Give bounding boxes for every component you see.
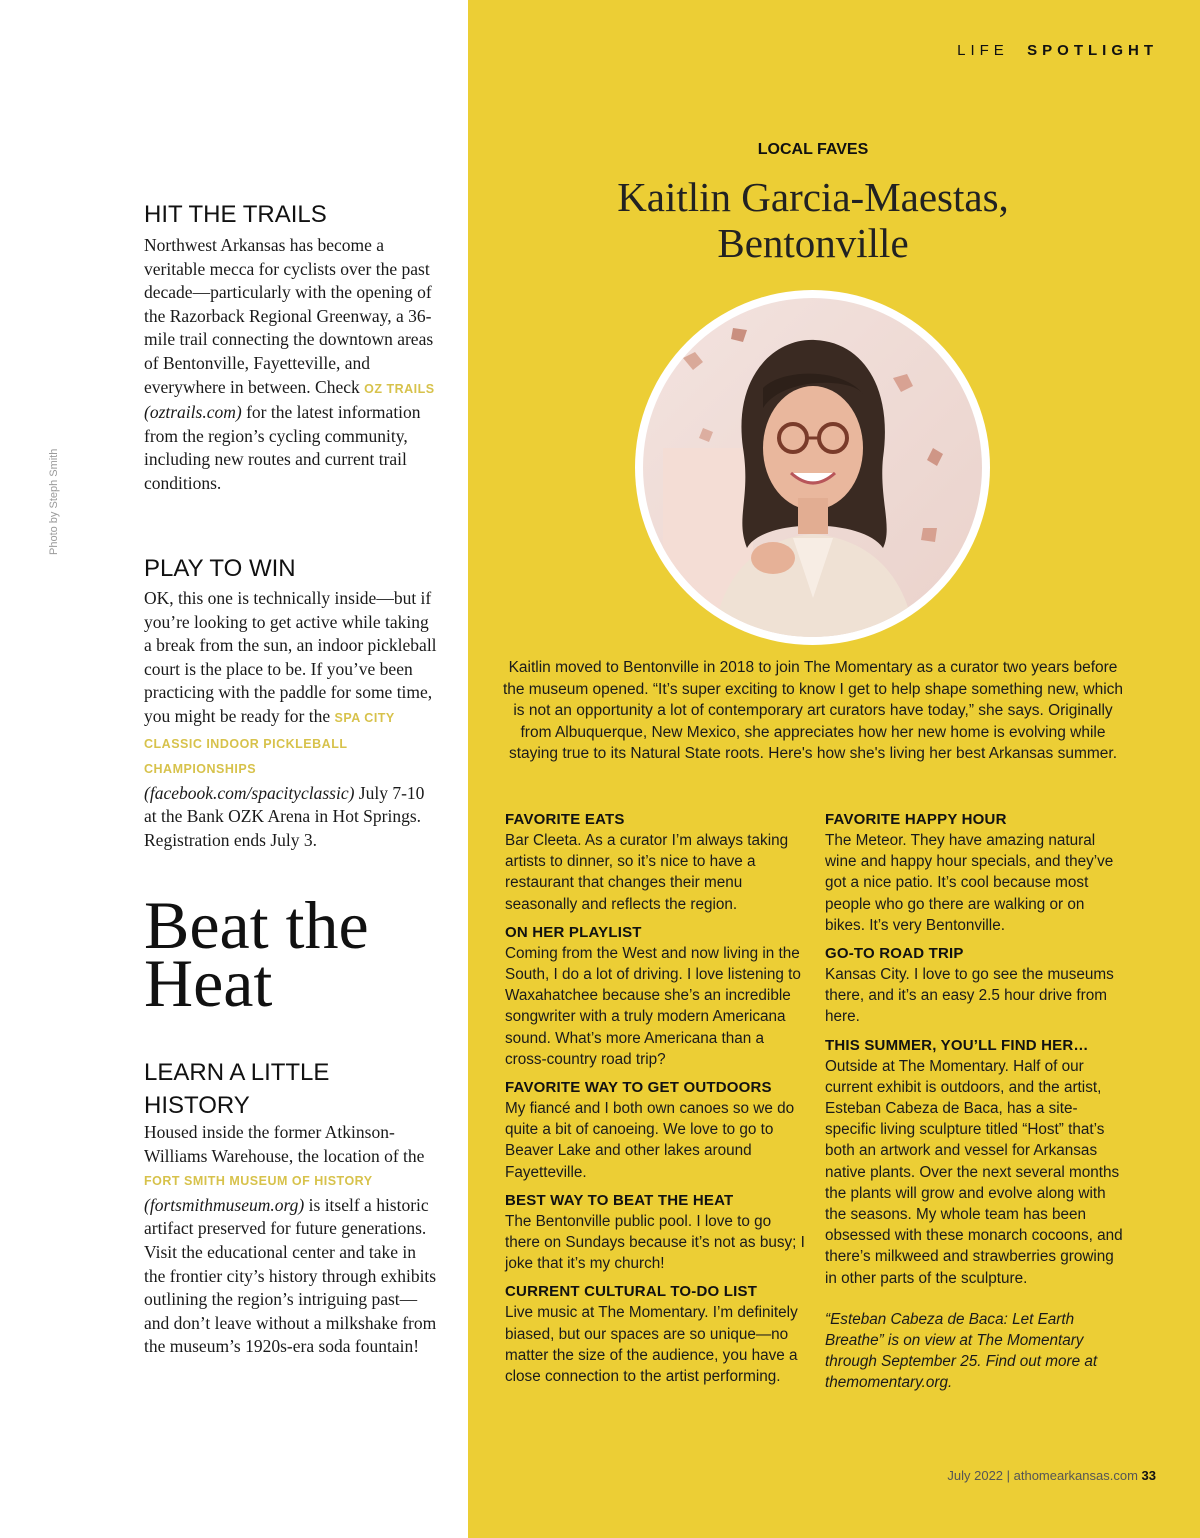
exhibit-note: “Esteban Cabeza de Baca: Let Earth Breathe” is on view at The Momentary through September 25. Find out more at themomentary.org. [825, 1310, 1098, 1392]
qa-item [825, 943, 1125, 1028]
local-faves-kicker: LOCAL FAVES [757, 141, 869, 158]
section-life: LIFE [957, 42, 1009, 59]
profile-intro: Kaitlin moved to Bentonville in 2018 to join The Momentary as a curator two years before the museum opened. “It’s super exciting to know I get to help shape something new, which is not an opportunity a lot of contemporary art curators have today,” she says. Originally from Albuquerque, New Mexico, she appreciates how her new home is evolving while staying true to its Natural State roots. Here's how she's living her best Arkansas summer. [502, 659, 1124, 762]
pickleball-url: (facebook.com/spacityclassic) [144, 782, 355, 803]
qa-question: ON HER PLAYLIST [505, 923, 642, 941]
qa-question: BEST WAY TO BEAT THE HEAT [505, 1191, 734, 1209]
qa-question: FAVORITE WAY TO GET OUTDOORS [505, 1079, 772, 1097]
qa-item [505, 922, 805, 1070]
profile-city: Bentonville [717, 220, 909, 266]
museum-highlight: FORT SMITH MUSEUM OF HISTORY [144, 1174, 373, 1189]
profile-name: Kaitlin Garcia-Maestas, [617, 174, 1009, 220]
play-text-b: July 7-10 at the Bank OZK Arena in Hot Springs. Registration ends July 3. [144, 782, 425, 850]
photo-credit: Photo by Steph Smith [48, 448, 60, 555]
trails-text-a: Northwest Arkansas has become a veritable mecca for cyclists over the past decade—particularly with the opening of the Razorback Regional Greenway, a 36-mile trail connecting the downtown areas of Bentonville, Fayetteville, and everywhere in between. Check [144, 235, 434, 397]
qa-answer: Outside at The Momentary. Half of our current exhibit is outdoors, and the artist, Esteban Cabeza de Baca, has a site-specific living sculpture titled “Host” that’s both an artwork and vessel for Arkansas native plants. Over the next several months the plants will grow and evolve along with the seasons. My whole team has been obsessed with these monarch cocoons, and there’s milkweed and strawberries growing in other parts of the sculpture. [825, 1057, 1123, 1287]
section-spotlight: SPOTLIGHT [1027, 42, 1158, 59]
qa-question: GO-TO ROAD TRIP [825, 945, 964, 963]
oz-trails-highlight: OZ TRAILS [364, 381, 435, 396]
play-heading: PLAY TO WIN [144, 555, 296, 582]
portrait-photo [643, 298, 982, 637]
qa-answer: Bar Cleeta. As a curator I’m always taking artists to dinner, so it’s nice to have a restaurant that changes their menu seasonally and reflects the region. [505, 832, 789, 913]
qa-question: FAVORITE HAPPY HOUR [825, 811, 1007, 828]
history-text-a: Housed inside the former Atkinson-Williams Warehouse, the location of the [144, 1122, 425, 1166]
qa-item [505, 809, 805, 915]
page-footer [947, 1468, 1156, 1483]
qa-answer: Kansas City. I love to go see the museums there, and it’s an easy 2.5 hour drive from here. [825, 966, 1114, 1026]
qa-item [505, 1190, 805, 1275]
qa-item [825, 809, 1125, 936]
page-number: 33 [1141, 1468, 1156, 1483]
portrait-illustration [643, 298, 982, 637]
beat-line-2: Heat [144, 945, 273, 1021]
trails-body [144, 234, 439, 496]
left-column [0, 0, 468, 1538]
qa-answer: Coming from the West and now living in the South, I do a lot of driving. I love listening to Waxahatchee because she’s an incredible songwriter with a truly modern Americana sound. What’s more Americana than a cross-country road trip? [505, 944, 801, 1068]
museum-url: (fortsmithmuseum.org) [144, 1194, 305, 1215]
qa-item [825, 1035, 1125, 1289]
beat-line-1: Beat the [144, 887, 369, 963]
qa-item [505, 1077, 805, 1183]
beat-the-heat-title [144, 887, 369, 1021]
qa-answer: The Meteor. They have amazing natural wine and happy hour specials, and they’ve got a nice patio. It’s cool because most people who go there are walking or on bikes. It’s very Bentonville. [825, 832, 1114, 934]
trails-text-b: for the latest information from the region’s cycling community, including new routes and current trail conditions. [144, 402, 421, 493]
qa-answer: The Bentonville public pool. I love to go there on Sundays because it’s not as busy; I joke that it’s my church! [505, 1212, 805, 1273]
qa-column-left [505, 809, 805, 1394]
trails-heading: HIT THE TRAILS [144, 201, 327, 228]
portrait-frame [635, 290, 990, 645]
play-body [144, 587, 439, 853]
history-heading-line-2: HISTORY [144, 1092, 250, 1119]
history-text-b: is itself a historic artifact preserved for future generations. Visit the educational center and take in the frontier city’s history through exhibits outlining the region’s intriguing past—and don’t leave without a milkshake from the museum’s 1920s-era soda fountain! [144, 1194, 437, 1357]
qa-question: FAVORITE EATS [505, 811, 625, 828]
qa-answer: My fiancé and I both own canoes so we do quite a bit of canoeing. We love to go to Beaver Lake and other lakes around Fayetteville. [505, 1100, 795, 1181]
history-heading-line-1: LEARN A LITTLE [144, 1059, 330, 1086]
oz-trails-url: (oztrails.com) [144, 402, 242, 423]
footer-text: July 2022 | athomearkansas.com [947, 1468, 1138, 1483]
qa-question: CURRENT CULTURAL TO-DO LIST [505, 1283, 758, 1301]
qa-column-right [825, 809, 1125, 1394]
history-body [144, 1121, 439, 1359]
section-header [957, 42, 1158, 59]
qa-question: THIS SUMMER, YOU’LL FIND HER… [825, 1036, 1089, 1054]
qa-answer: Live music at The Momentary. I’m definitely biased, but our spaces are so unique—no matter the size of the audience, you have a close connection to the artist performing. [505, 1304, 798, 1386]
play-text-a: OK, this one is technically inside—but if you’re looking to get active while taking a break from the sun, an indoor pickleball court is the place to be. If you’ve been practicing with the paddle for some time, you might be ready for the [144, 588, 437, 726]
history-heading [144, 1056, 329, 1122]
pickleball-highlight: SPA CITY CLASSIC INDOOR PICKLEBALL CHAMPIONSHIPS [144, 710, 395, 777]
profile-title [468, 174, 1158, 266]
qa-item [505, 1281, 805, 1387]
